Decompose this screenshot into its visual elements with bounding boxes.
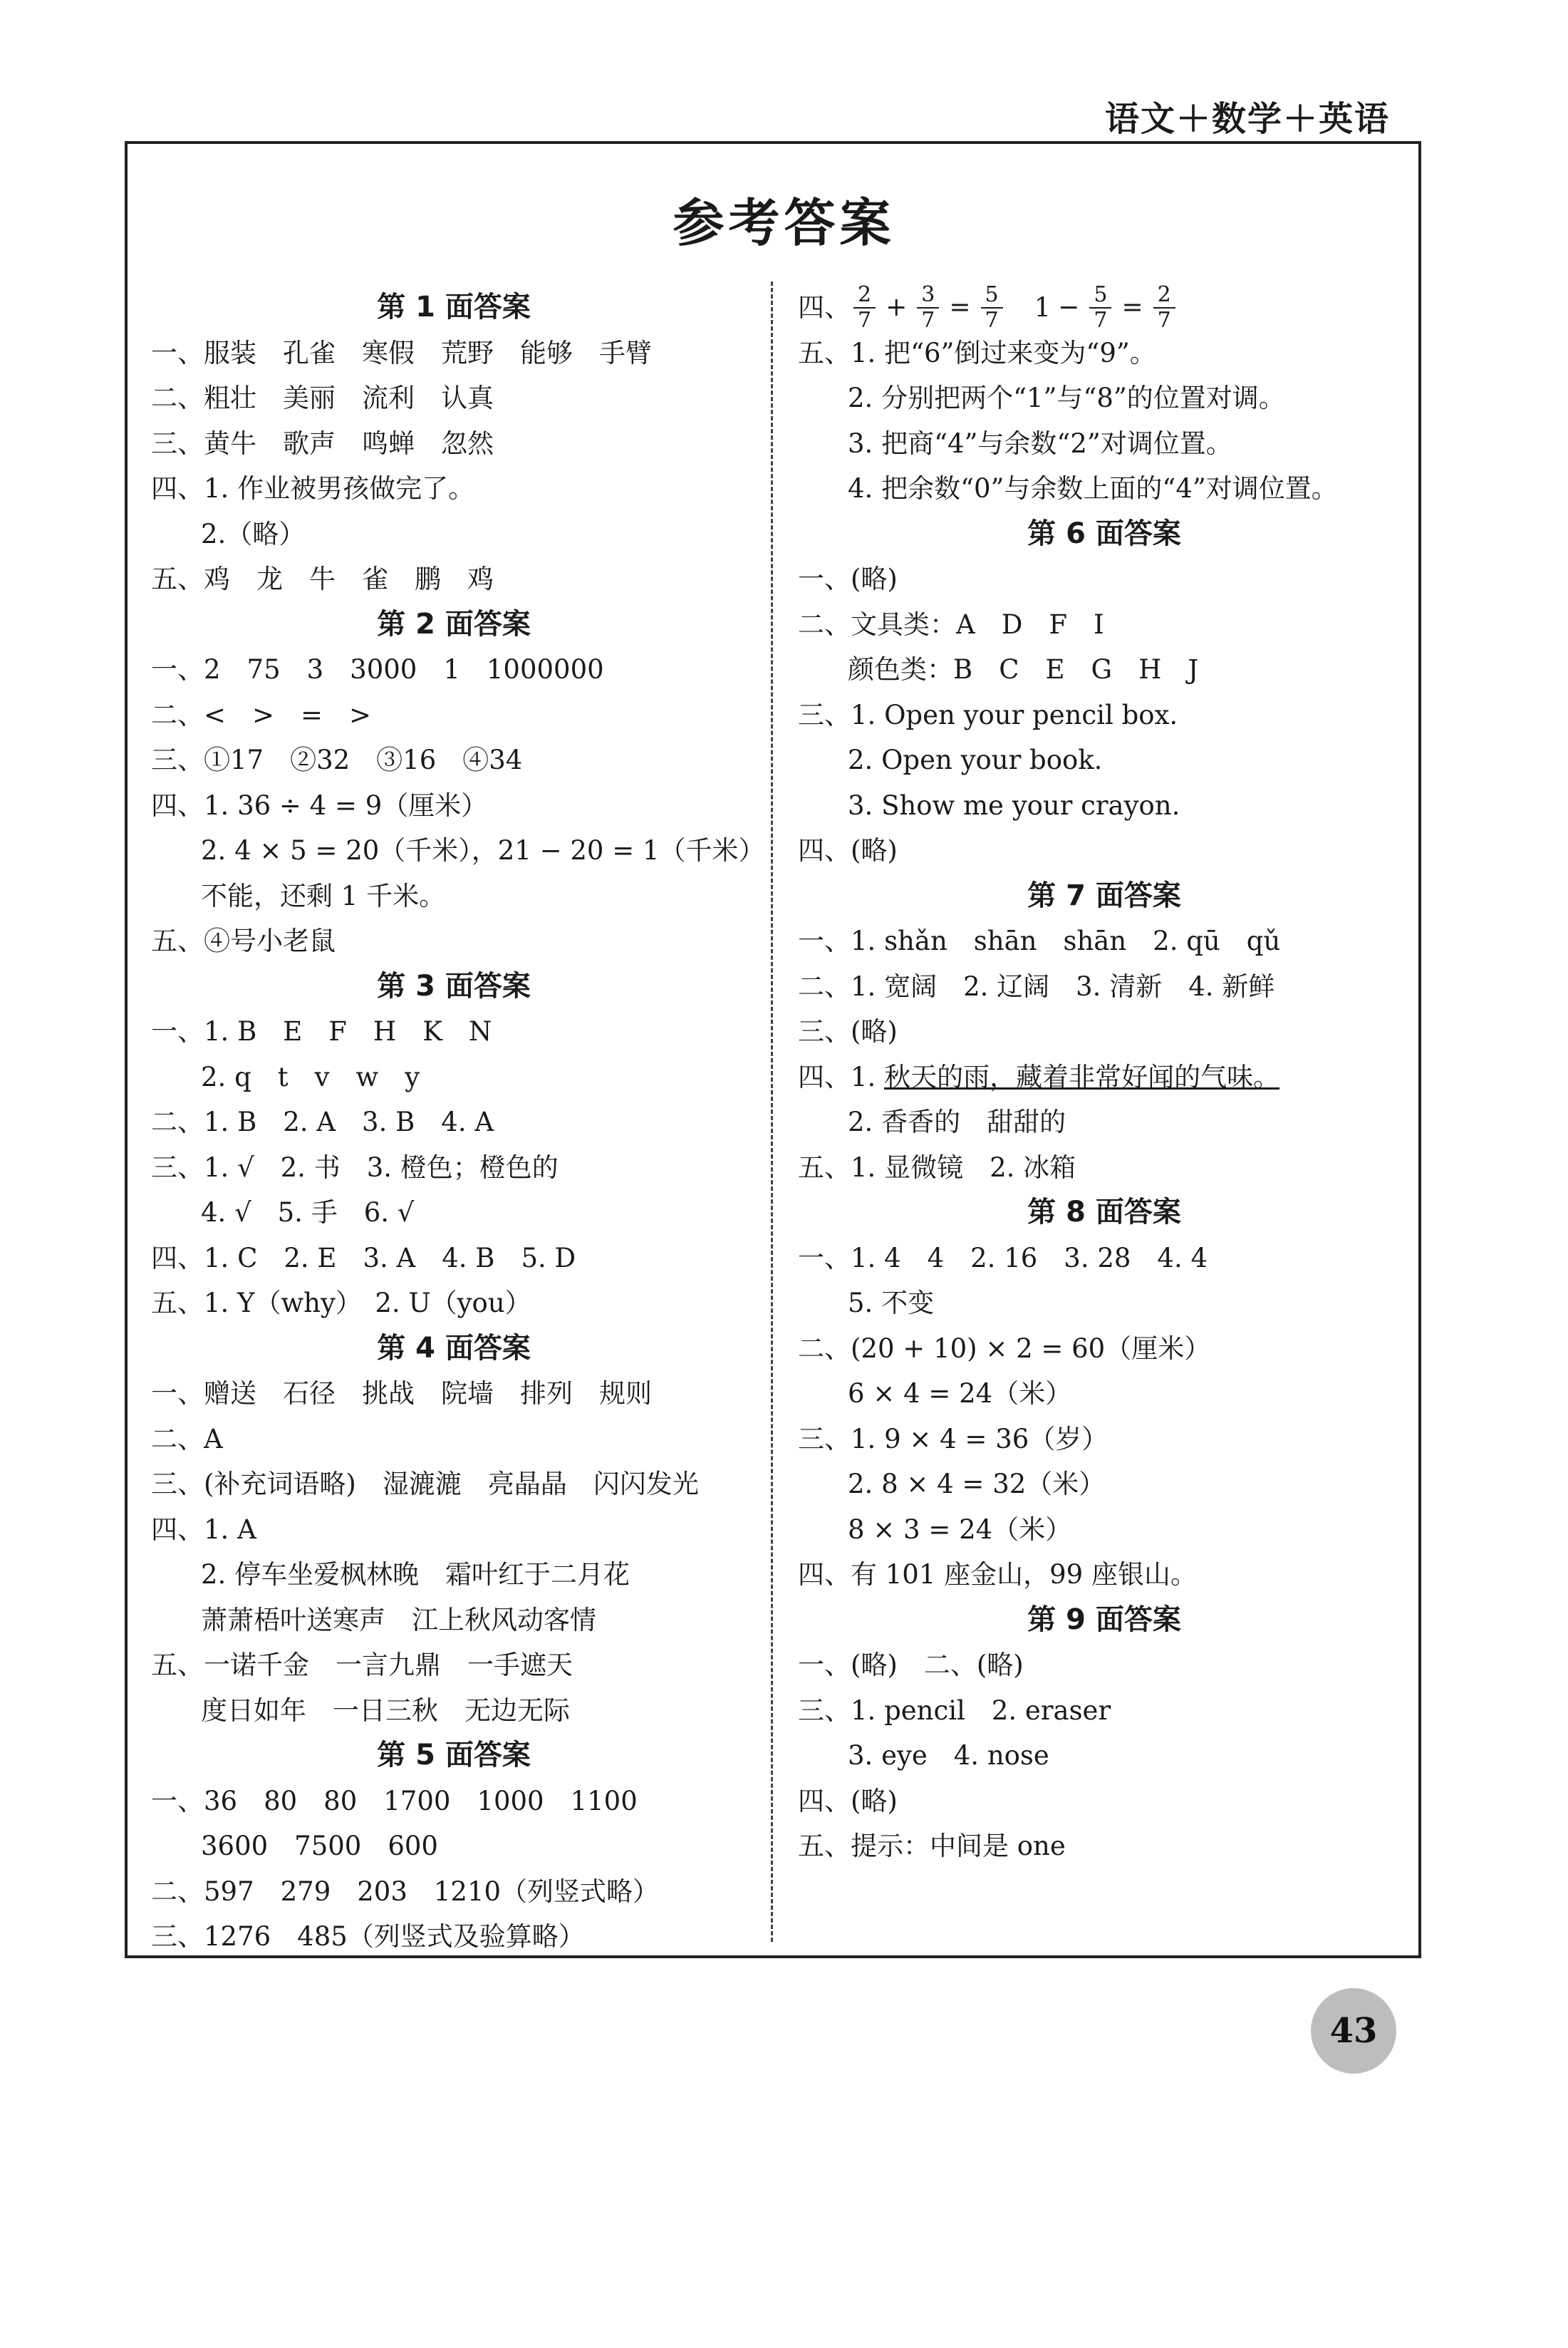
answer-line: 2.（略） (201, 518, 306, 549)
answer-line: 二、1. B 2. A 3. B 4. A (151, 1107, 494, 1137)
answer-line: 四、(略) (798, 1785, 898, 1816)
answer-line: 8 × 3 = 24（米） (848, 1514, 1072, 1545)
answer-line: 一、2 75 3 3000 1 1000000 (151, 654, 604, 685)
section-heading: 第 4 面答案 (377, 1331, 531, 1365)
answer-line: 二、A (151, 1423, 223, 1454)
fraction: $\frac{2}{7}$ (1153, 283, 1175, 333)
answer-line: 3. eye 4. nose (848, 1740, 1049, 1771)
answer-line: 4. √ 5. 手 6. √ (201, 1197, 415, 1228)
fraction: $\frac{5}{7}$ (981, 283, 1003, 333)
answer-line: 三、(略) (798, 1016, 898, 1047)
answer-line: 三、1. pencil 2. eraser (798, 1695, 1111, 1726)
operator: + (886, 293, 908, 322)
answer-line: 颜色类：B C E G H J (848, 654, 1199, 685)
right-column (798, 281, 1411, 1869)
fraction: $\frac{3}{7}$ (917, 283, 939, 333)
answer-line: 一、1. shǎn shān shān 2. qū qǔ (798, 926, 1281, 956)
answer-line: 五、1. Y（why） 2. U（you） (151, 1288, 531, 1318)
answer-line: 二、(20 + 10) × 2 = 60（厘米） (798, 1333, 1211, 1364)
operator: = (1121, 293, 1143, 322)
answer-line: 三、1. √ 2. 书 3. 橙色；橙色的 (151, 1152, 559, 1183)
answer-line: 一、1. 4 4 2. 16 3. 28 4. 4 (798, 1242, 1208, 1273)
answer-line: 三、①17 ②32 ③16 ④34 (151, 745, 523, 775)
page-title: 参考答案 (673, 193, 895, 253)
answer-line: 2. 8 × 4 = 32（米） (848, 1469, 1106, 1499)
answer-line: 三、黄牛 歌声 鸣蝉 忽然 (151, 428, 494, 459)
answer-line: 3. Show me your crayon. (848, 790, 1180, 821)
answer-line: 3600 7500 600 (201, 1831, 438, 1861)
answer-line: 四、1. C 2. E 3. A 4. B 5. D (151, 1242, 576, 1273)
answer-line: 2. 分别把两个“1”与“8”的位置对调。 (848, 383, 1285, 413)
fraction-prefix: 四、 (798, 292, 851, 323)
answer-line: 五、鸡 龙 牛 雀 鹏 鸡 (151, 564, 494, 594)
answer-line: 一、36 80 80 1700 1000 1100 (151, 1785, 638, 1816)
answer-line: 5. 不变 (848, 1288, 935, 1318)
left-column (151, 285, 765, 1960)
section-heading: 第 8 面答案 (1027, 1196, 1181, 1229)
section-heading: 第 1 面答案 (377, 291, 531, 324)
whole-number: 1 (1034, 292, 1052, 323)
answer-line: 二、597 279 203 1210（列竖式略） (151, 1876, 660, 1907)
answer-line (798, 1055, 1411, 1100)
fraction: $\frac{5}{7}$ (1089, 283, 1111, 333)
answer-line: 一、1. B E F H K N (151, 1016, 492, 1047)
answer-line: 二、粗壮 美丽 流利 认真 (151, 383, 494, 413)
answer-line: 五、1. 显微镜 2. 冰箱 (798, 1152, 1076, 1183)
right-column-lines (798, 331, 1411, 1869)
answer-line: 度日如年 一日三秋 无边无际 (201, 1695, 570, 1726)
answer-line: 四、1. 36 ÷ 4 = 9（厘米） (151, 790, 488, 821)
answer-line: 四、有 101 座金山，99 座银山。 (798, 1559, 1197, 1590)
operator: − (1058, 293, 1080, 322)
answer-line: 2. Open your book. (848, 745, 1103, 775)
header-subjects: 语文＋数学＋英语 (1104, 99, 1390, 139)
answer-line: 五、1. 把“6”倒过来变为“9”。 (798, 337, 1156, 368)
answer-line: 一、(略) (798, 564, 898, 594)
answer-line: 三、1276 485（列竖式及验算略） (151, 1921, 585, 1952)
answer-line: 五、一诺千金 一言九鼎 一手遮天 (151, 1650, 573, 1680)
operator: = (949, 293, 971, 322)
answer-line: 2. 4 × 5 = 20（千米），21 − 20 = 1（千米） (201, 835, 765, 866)
answer-line: 四、1. A (151, 1514, 256, 1545)
answer-line: 五、④号小老鼠 (151, 926, 336, 956)
underlined-answer: 秋天的雨，藏着非常好闻的气味。 (884, 1061, 1280, 1092)
answer-line: 三、(补充词语略) 湿漉漉 亮晶晶 闪闪发光 (151, 1469, 699, 1499)
answer-line: 2. q t v w y (201, 1061, 420, 1092)
answer-line: 三、1. Open your pencil box. (798, 699, 1178, 730)
fraction-answer-line (798, 281, 1411, 333)
section-heading: 第 7 面答案 (1027, 879, 1181, 912)
answer-line: 四、1. 作业被男孩做完了。 (151, 473, 475, 504)
section-heading: 第 3 面答案 (377, 969, 531, 1003)
answer-line: 2. 停车坐爱枫林晚 霜叶红于二月花 (201, 1559, 630, 1590)
answer-line: 4. 把余数“0”与余数上面的“4”对调位置。 (848, 473, 1338, 504)
section-heading: 第 6 面答案 (1027, 517, 1181, 550)
answer-line: 3. 把商“4”与余数“2”对调位置。 (848, 428, 1232, 459)
answer-line: 一、服装 孔雀 寒假 荒野 能够 手臂 (151, 337, 652, 368)
section-heading: 第 9 面答案 (1027, 1603, 1181, 1636)
section-heading: 第 2 面答案 (377, 607, 531, 641)
answer-line: 一、(略) 二、(略) (798, 1650, 1024, 1680)
answer-line: 二、< > = > (151, 699, 372, 730)
column-divider (771, 281, 773, 1942)
answer-line: 不能，还剩 1 千米。 (201, 880, 446, 911)
answer-line: 四、(略) (798, 835, 898, 866)
answer-line: 二、文具类：A D F I (798, 609, 1104, 640)
answer-line: 2. 香香的 甜甜的 (848, 1107, 1066, 1137)
answer-prefix: 四、1. (798, 1061, 885, 1092)
answer-line: 二、1. 宽阔 2. 辽阔 3. 清新 4. 新鲜 (798, 971, 1275, 1002)
page-number-badge: 43 (1311, 1988, 1396, 2074)
section-heading: 第 5 面答案 (377, 1739, 531, 1772)
answer-line: 五、提示：中间是 one (798, 1831, 1066, 1861)
answer-line: 萧萧梧叶送寒声 江上秋风动客情 (201, 1604, 596, 1635)
fraction: $\frac{2}{7}$ (853, 283, 876, 333)
answer-line: 三、1. 9 × 4 = 36（岁） (798, 1423, 1108, 1454)
answer-line: 一、赠送 石径 挑战 院墙 排列 规则 (151, 1378, 652, 1409)
answer-line: 6 × 4 = 24（米） (848, 1378, 1072, 1409)
